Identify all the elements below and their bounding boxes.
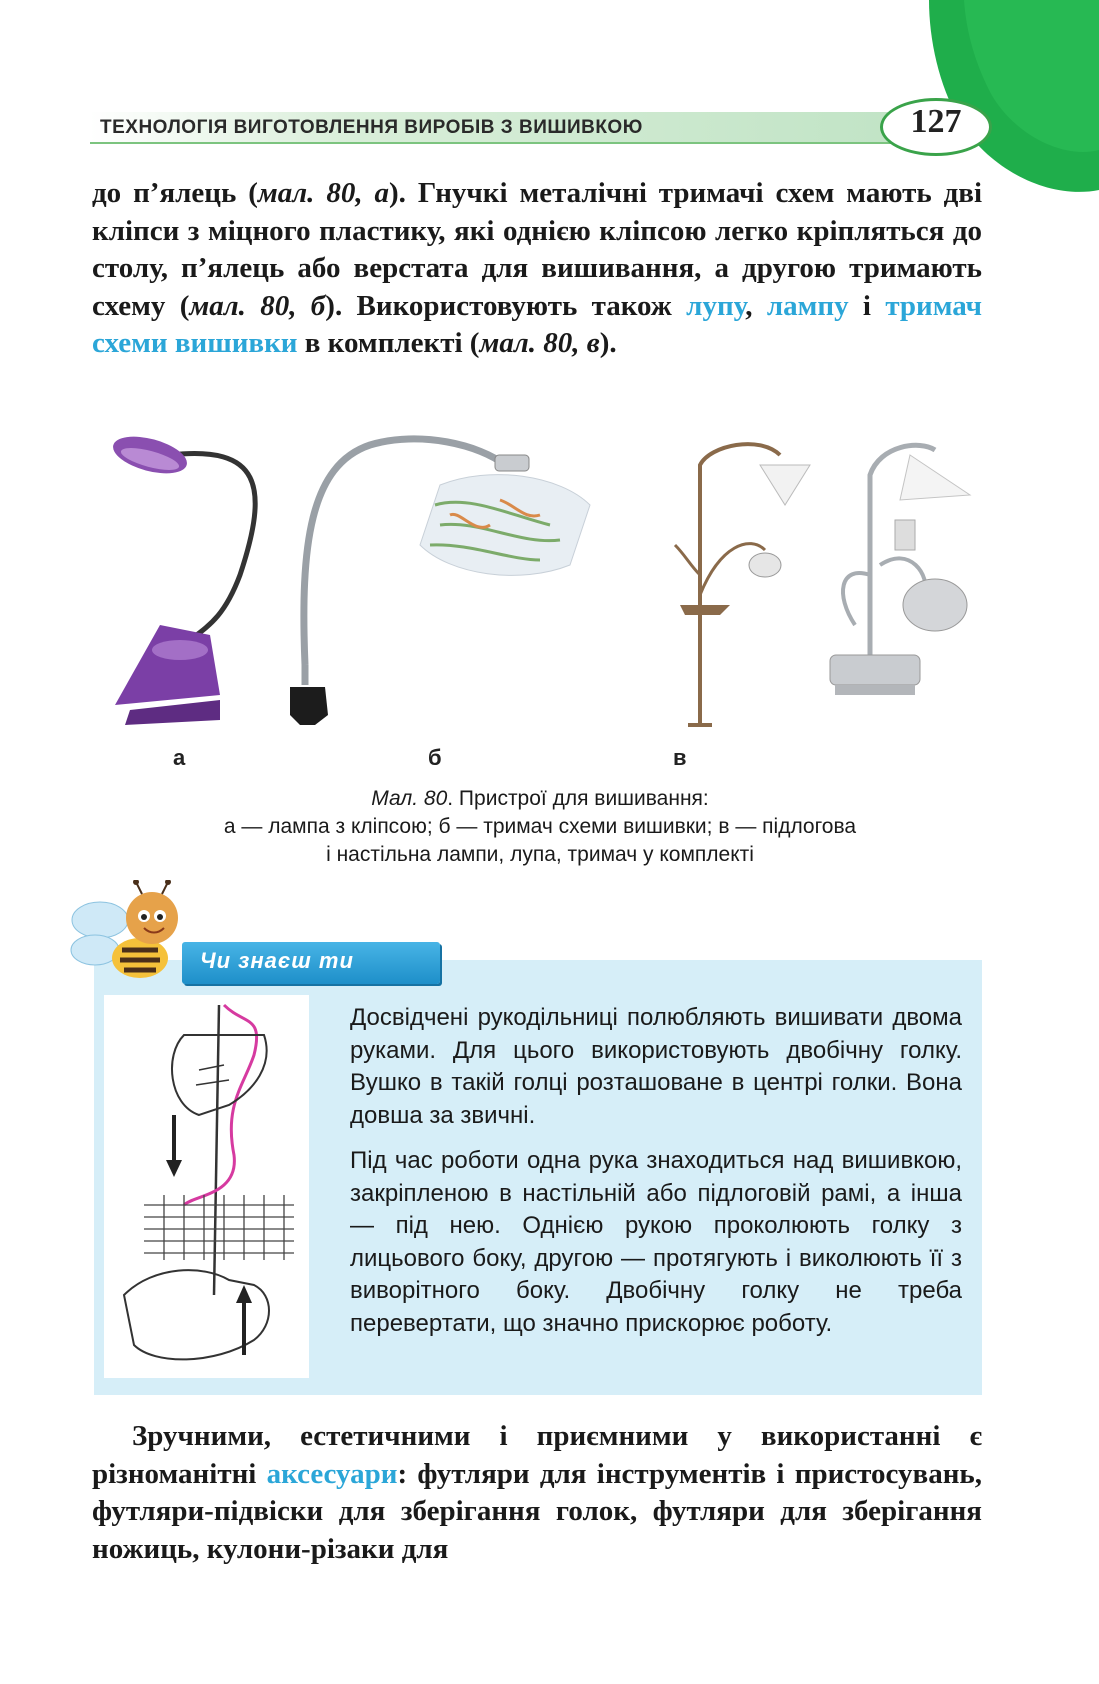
did-you-know-title: Чи знаєш ти	[200, 948, 354, 973]
double-needle-hands-illustration	[104, 995, 309, 1378]
figure-label-a: а	[173, 745, 186, 770]
figure-80-illustrations	[100, 425, 980, 745]
pattern-holder-image	[290, 425, 630, 735]
intro-paragraph: до п’ялець (мал. 80, а). Гнучкі металічні тримачі схем мають дві кліпси з міцного пластику, які однією кліпсою легко кріпляться до столу, п’ялець або верстата для вишивання, а другою тримають схему (мал. 80, б). Використовують також лупу, лампу і тримач схеми вишивки в комплекті (мал. 80, в).	[92, 177, 982, 359]
running-header-title: ТЕХНОЛОГІЯ ВИГОТОВЛЕННЯ ВИРОБІВ З ВИШИВКОЮ	[100, 117, 643, 138]
keyword-lamp: лампу	[766, 289, 849, 322]
figure-label-b: б	[428, 745, 442, 770]
table-lamp-image	[820, 425, 980, 735]
figure-caption: Мал. 80. Пристрої для вишивання: а — лампа з кліпсою; б — тримач схеми вишивки; в — підлогова і настільна лампи, лупа, тримач у комплекті	[223, 787, 857, 866]
keyword-pattern-holder: тримач схеми вишивки	[92, 289, 982, 359]
keyword-magnifier: лупу	[686, 289, 746, 322]
figure-reference: мал. 80, а	[257, 177, 390, 209]
floor-lamp-image	[660, 425, 820, 735]
keyword-accessories: аксесуари	[266, 1457, 398, 1490]
figure-label-v: в	[673, 745, 687, 770]
figure-reference: мал. 80, в	[479, 327, 600, 359]
caption-figure-number: Мал. 80	[371, 787, 448, 810]
info-paragraph-2: Під час роботи одна рука знаходиться над вишивкою, закріпленою в настільній або підлоговій рамі, а інша — під нею. Однією рукою проколюють голку з лицьового боку, другою — протягують і виколюють її з виворітного боку. Двобічну голку не треба перевертати, що значно прискорює роботу.	[350, 1147, 962, 1337]
bee-mascot-icon	[60, 880, 200, 990]
figure-reference: мал. 80, б	[189, 289, 326, 322]
info-paragraph-1: Досвідчені рукодільниці полюбляють вишивати двома руками. Для цього використовують двобічну голку. Вушко в такій голці розташоване в центрі голки. Вона довша за звичні.	[350, 1004, 962, 1129]
page-number: 127	[910, 103, 962, 140]
clip-lamp-image	[100, 425, 280, 735]
accessories-paragraph: Зручними, естетичними і приємними у використанні є різноманітні аксесуари: футляри для інструментів і пристосувань, футляри-підвіски для зберігання голок, футляри для зберігання ножиць, кулони-різаки для	[92, 1420, 982, 1565]
